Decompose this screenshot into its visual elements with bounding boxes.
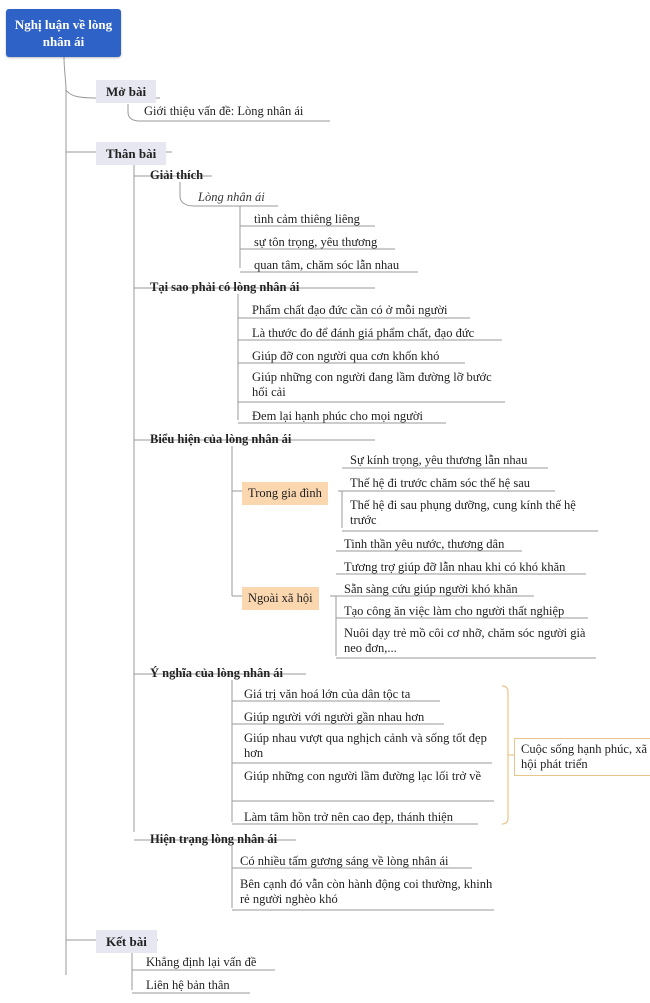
y-nghia-item-3[interactable]: Giúp nhau vượt qua nghịch cảnh và sống tốt đẹp hơn: [244, 731, 487, 760]
giai-thich-item-2[interactable]: sự tôn trọng, yêu thương: [254, 235, 378, 249]
connector: [338, 491, 342, 528]
xa-hoi-item-3[interactable]: Sẵn sàng cứu giúp người khó khăn: [344, 582, 518, 596]
tai-sao-item-3[interactable]: Giúp đỡ con người qua cơn khốn khó: [252, 349, 440, 363]
concept-long-nhan-ai[interactable]: Lòng nhân ái: [198, 190, 265, 204]
connector: [64, 57, 66, 975]
mo-bai-item-1[interactable]: Giới thiệu vấn đề: Lòng nhân ái: [144, 104, 304, 118]
root-node[interactable]: Nghị luận về lòng nhân ái: [6, 9, 121, 57]
hien-trang-item-1[interactable]: Có nhiều tấm gương sáng về lòng nhân ái: [240, 854, 449, 868]
y-nghia-item-2[interactable]: Giúp người với người gần nhau hơn: [244, 710, 425, 724]
section-than-bai[interactable]: Thân bài: [96, 142, 166, 165]
y-nghia-item-1[interactable]: Giá trị văn hoá lớn của dân tộc ta: [244, 687, 411, 701]
y-nghia-item-4[interactable]: Giúp những con người lầm đường lạc lối trở về: [244, 769, 481, 783]
group-trong-gia-dinh[interactable]: Trong gia đình: [242, 482, 328, 505]
connector: [330, 596, 336, 656]
hien-trang-item-2[interactable]: Bên cạnh đó vẫn còn hành động coi thường, khinh rẻ người nghèo khó: [240, 877, 493, 906]
section-ket-bai[interactable]: Kết bài: [96, 930, 157, 953]
y-nghia-item-5[interactable]: Làm tâm hồn trở nên cao đẹp, thánh thiện: [244, 810, 453, 824]
gia-dinh-item-3[interactable]: Thế hệ đi sau phụng dưỡng, cung kính thế hệ trước: [350, 498, 576, 527]
topic-hien-trang[interactable]: Hiện trạng lòng nhân ái: [150, 832, 278, 846]
topic-y-nghia[interactable]: Ý nghĩa của lòng nhân ái: [150, 666, 284, 680]
tai-sao-item-5[interactable]: Đem lại hạnh phúc cho mọi người: [252, 409, 423, 423]
giai-thich-item-3[interactable]: quan tâm, chăm sóc lẫn nhau: [254, 258, 400, 272]
gia-dinh-item-2[interactable]: Thế hệ đi trước chăm sóc thế hệ sau: [350, 476, 530, 490]
xa-hoi-item-1[interactable]: Tinh thần yêu nước, thương dân: [344, 537, 505, 551]
tai-sao-item-1[interactable]: Phẩm chất đạo đức cần có ở mỗi người: [252, 303, 448, 317]
tai-sao-item-2[interactable]: Là thước đo để đánh giá phẩm chất, đạo đức: [252, 326, 475, 340]
section-mo-bai[interactable]: Mở bài: [96, 80, 156, 103]
xa-hoi-item-5[interactable]: Nuôi dạy trẻ mồ côi cơ nhỡ, chăm sóc người già neo đơn,...: [344, 626, 586, 655]
summary-bracket: [502, 686, 508, 824]
summary-box[interactable]: Cuộc sống hạnh phúc, xã hội phát triển: [514, 738, 650, 776]
topic-bieu-hien[interactable]: Biểu hiện của lòng nhân ái: [150, 432, 292, 446]
topic-tai-sao[interactable]: Tại sao phải có lòng nhân ái: [150, 280, 300, 294]
gia-dinh-item-1[interactable]: Sự kính trọng, yêu thương lẫn nhau: [350, 453, 528, 467]
xa-hoi-item-2[interactable]: Tương trợ giúp đỡ lẫn nhau khi có khó khăn: [344, 560, 566, 574]
tai-sao-item-4[interactable]: Giúp những con người đang lầm đường lỡ bước hối cải: [252, 370, 492, 399]
ket-bai-item-1[interactable]: Khẳng định lại vấn đề: [146, 955, 257, 969]
xa-hoi-item-4[interactable]: Tạo công ăn việc làm cho người thất nghiệp: [344, 604, 565, 618]
giai-thich-item-1[interactable]: tình cảm thiêng liêng: [254, 212, 360, 226]
ket-bai-item-2[interactable]: Liên hệ bản thân: [146, 978, 230, 992]
group-ngoai-xa-hoi[interactable]: Ngoài xã hội: [242, 587, 319, 610]
topic-giai-thich[interactable]: Giải thích: [150, 168, 204, 182]
